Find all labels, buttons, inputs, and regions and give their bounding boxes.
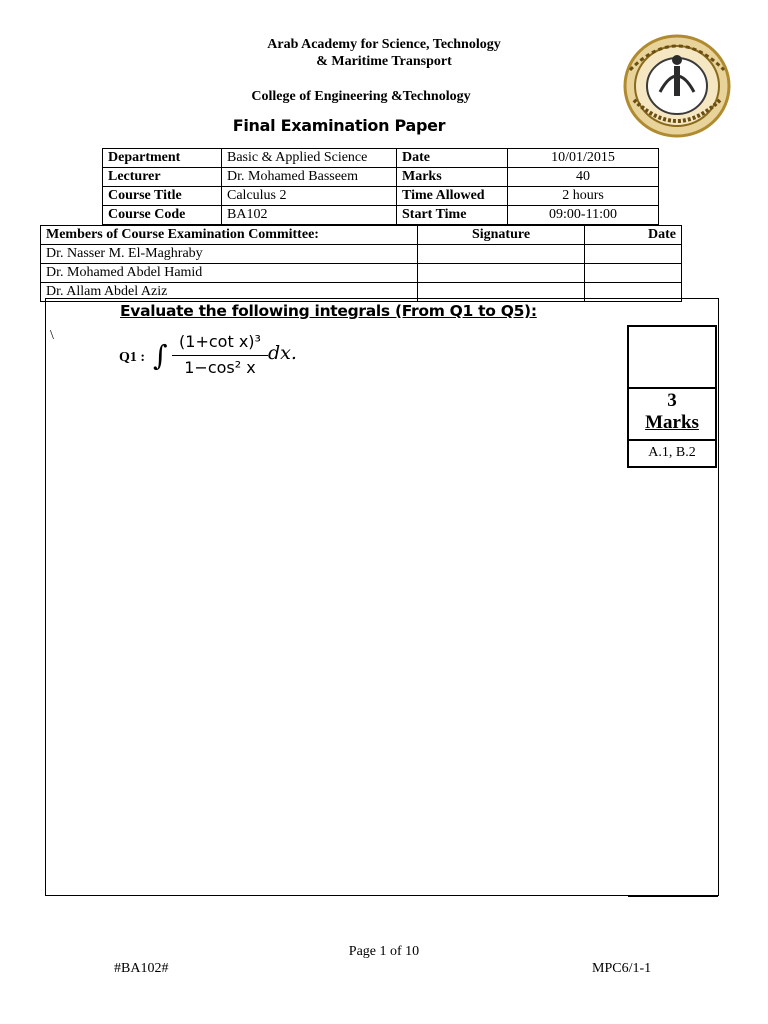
time-allowed-label: Time Allowed (397, 187, 508, 206)
date-header: Date (585, 226, 682, 245)
table-header-row (41, 226, 682, 245)
time-allowed-value: 2 hours (508, 187, 659, 206)
academy-logo-icon (620, 30, 734, 140)
course-code-label: Course Code (103, 206, 222, 225)
footer-course-code: #BA102# (114, 961, 169, 976)
start-time-value: 09:00-11:00 (508, 206, 659, 225)
signature-cell (418, 245, 585, 264)
signature-cell (418, 264, 585, 283)
date-cell (585, 245, 682, 264)
table-row (41, 264, 682, 283)
integral-sign: ∫ (153, 339, 168, 372)
date-label: Date (397, 149, 508, 168)
institution-line-1: Arab Academy for Science, Technology (267, 37, 501, 52)
committee-members-header: Members of Course Examination Committee: (41, 226, 418, 245)
table-row (103, 149, 659, 168)
paper-title: Final Examination Paper (232, 116, 446, 135)
department-value: Basic & Applied Science (222, 149, 397, 168)
committee-table (40, 225, 682, 302)
page-number: Page 1 of 10 (348, 944, 420, 959)
course-code-value: BA102 (222, 206, 397, 225)
marks-number: 3 (667, 390, 677, 411)
marks-divider (629, 439, 715, 441)
table-row (103, 206, 659, 225)
date-cell (585, 264, 682, 283)
exam-instruction: Evaluate the following integrals (From Q1 to Q5): (120, 302, 537, 320)
question-label: Q1 : (119, 350, 146, 365)
integrand-denominator: 1−cos² x (184, 358, 256, 377)
exam-info-table (102, 148, 659, 225)
date-value: 10/01/2015 (508, 149, 659, 168)
differential: dx. (268, 342, 297, 364)
lecturer-label: Lecturer (103, 168, 222, 187)
table-row (41, 245, 682, 264)
marks-word: Marks (645, 412, 699, 433)
footer-form-code: MPC6/1-1 (592, 961, 652, 976)
integrand-numerator: (1+cot x)³ (172, 331, 268, 356)
committee-member: Dr. Nasser M. El-Maghraby (41, 245, 418, 264)
department-label: Department (103, 149, 222, 168)
score-entry-cell (629, 327, 715, 389)
stray-mark: \ (50, 328, 54, 343)
learning-outcome-code: A.1, B.2 (648, 445, 696, 460)
course-title-value: Calculus 2 (222, 187, 397, 206)
table-row (103, 187, 659, 206)
course-title-label: Course Title (103, 187, 222, 206)
answer-area (45, 298, 719, 896)
committee-member: Dr. Allam Abdel Aziz (41, 283, 418, 302)
divider-line (628, 896, 718, 897)
marks-value: 40 (508, 168, 659, 187)
college-name: College of Engineering &Technology (251, 89, 471, 104)
integrand-fraction (172, 331, 268, 378)
committee-member: Dr. Mohamed Abdel Hamid (41, 264, 418, 283)
institution-line-2: & Maritime Transport (316, 54, 452, 69)
table-row (103, 168, 659, 187)
marks-label: Marks (397, 168, 508, 187)
lecturer-value: Dr. Mohamed Basseem (222, 168, 397, 187)
signature-header: Signature (418, 226, 585, 245)
start-time-label: Start Time (397, 206, 508, 225)
